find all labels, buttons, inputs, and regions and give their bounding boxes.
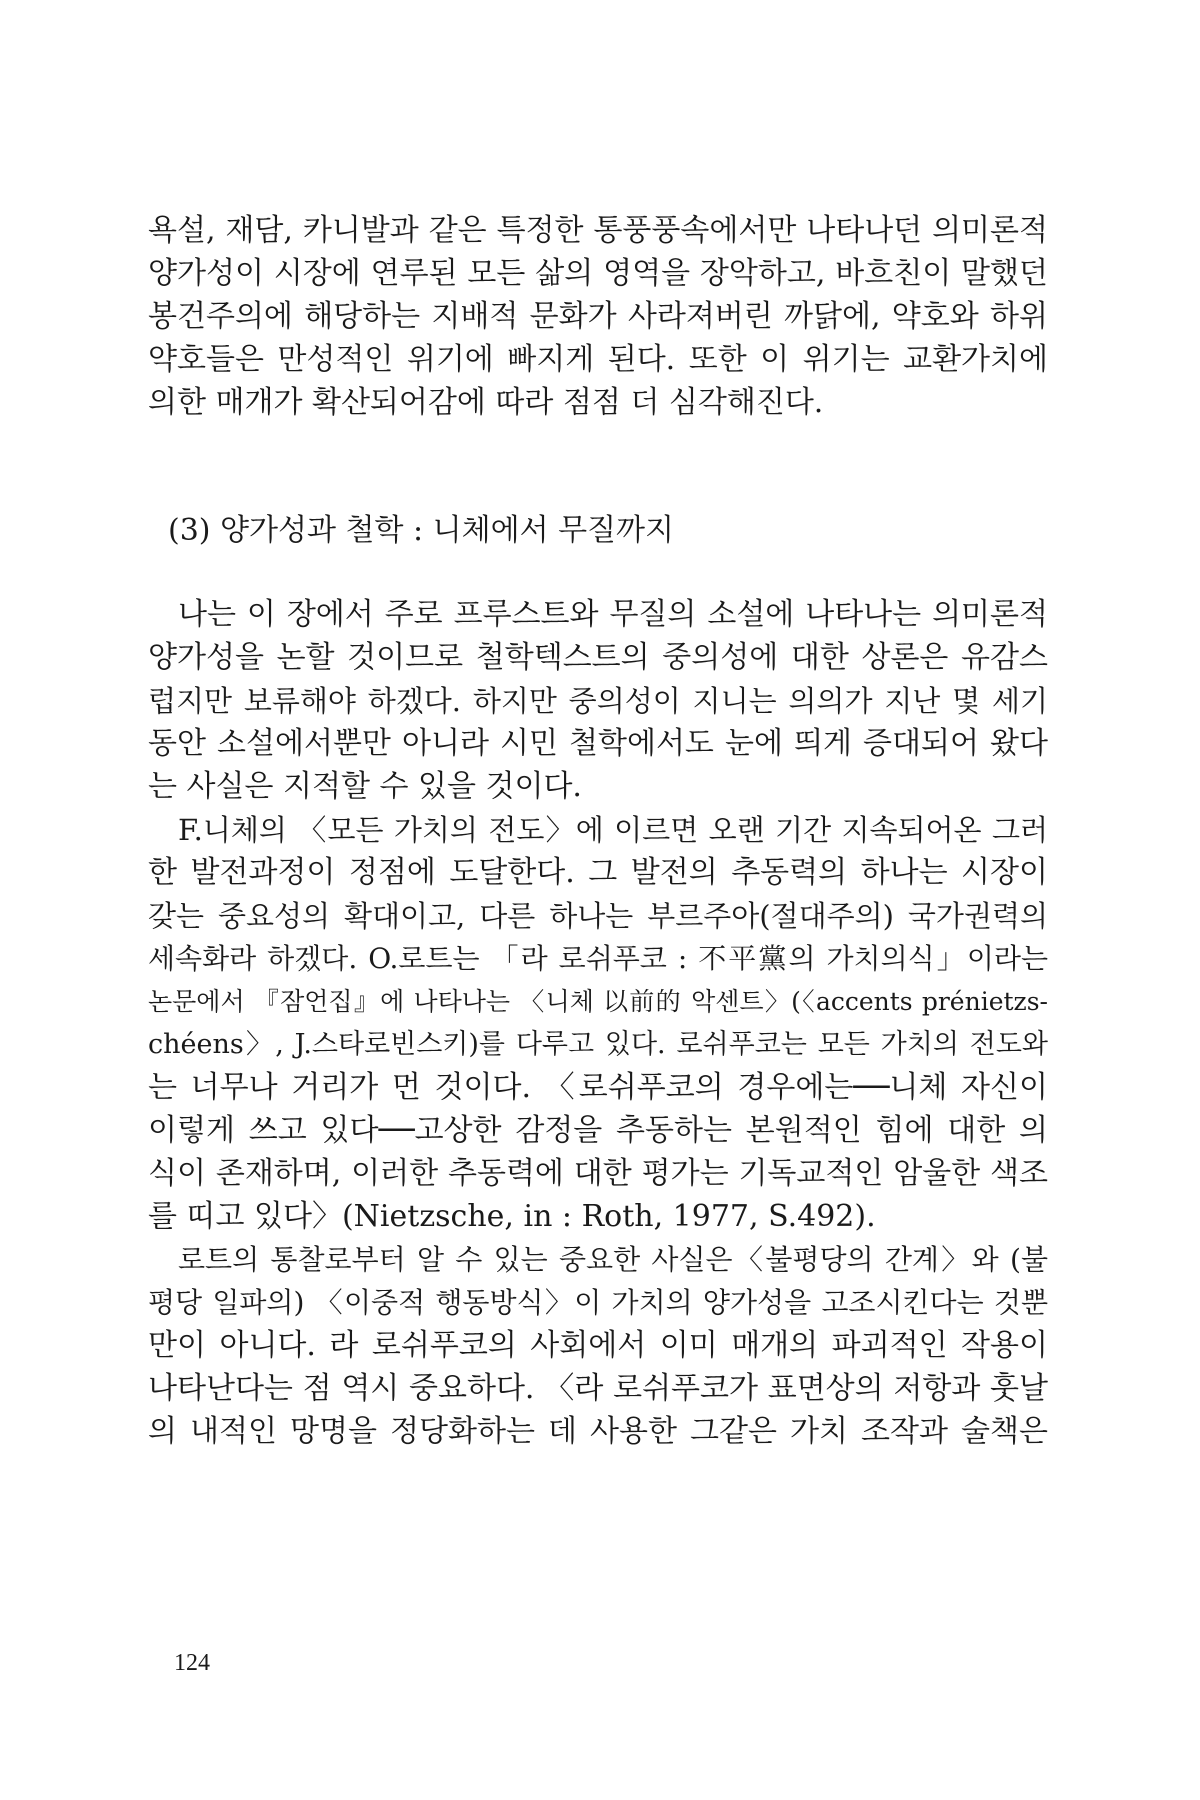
body-text-line: 의한 매개가 확산되어감에 따라 점점 더 심각해진다. [148,385,824,420]
body-text-line: 양가성이 시장에 연루된 모든 삶의 영역을 장악하고, 바흐친이 말했던 [148,256,1048,291]
body-text-line: 갖는 중요성의 확대이고, 다른 하나는 부르주아(절대주의) 국가권력의 [148,899,1048,933]
body-text-line: 로트의 통찰로부터 알 수 있는 중요한 사실은〈불평당의 간계〉와 (불 [178,1243,1048,1276]
body-text-line: 이렇게 쓰고 있다──고상한 감정을 추동하는 본원적인 힘에 대한 의 [148,1113,1048,1148]
body-text-line: 식이 존재하며, 이러한 추동력에 대한 평가는 기독교적인 암울한 색조 [148,1156,1048,1191]
body-text-line: chéens〉, J.스타로빈스키)를 다루고 있다. 로쉬푸코는 모든 가치의 전도와 [148,1029,1048,1060]
body-text-line: 양가성을 논할 것이므로 철학텍스트의 중의성에 대한 상론은 유감스 [148,640,1048,675]
body-text-line: 평당 일파의) 〈이중적 행동방식〉이 가치의 양가성을 고조시킨다는 것뿐 [148,1286,1048,1319]
section-heading: (3) 양가성과 철학 : 니체에서 무질까지 [168,513,675,548]
body-text-line: 논문에서 『잠언집』에 나타나는 〈니체 以前的 악센트〉(〈accents prénietzs- [148,987,1048,1016]
body-text-line: 의 내적인 망명을 정당화하는 데 사용한 그같은 가치 조작과 술책은 [148,1414,1048,1449]
body-text-line: 나타난다는 점 역시 중요하다. 〈라 로쉬푸코가 표면상의 저항과 훗날 [148,1371,1048,1406]
page-number: 124 [174,1650,210,1676]
body-text-line: 만이 아니다. 라 로쉬푸코의 사회에서 이미 매개의 파괴적인 작용이 [148,1328,1048,1363]
body-text-line: 를 띠고 있다〉(Nietzsche, in : Roth, 1977, S.492). [148,1199,876,1234]
body-text-line: 는 너무나 거리가 먼 것이다. 〈로쉬푸코의 경우에는──니체 자신이 [148,1070,1048,1105]
body-text-line: 봉건주의에 해당하는 지배적 문화가 사라져버린 까닭에, 약호와 하위 [148,299,1048,334]
body-text-line: 세속화라 하겠다. O.로트는 「라 로쉬푸코 : 不平黨의 가치의식」이라는 [148,942,1048,975]
body-text-line: 약호들은 만성적인 위기에 빠지게 된다. 또한 이 위기는 교환가치에 [148,342,1048,377]
body-text-line: 한 발전과정이 정점에 도달한다. 그 발전의 추동력의 하나는 시장이 [148,855,1048,890]
body-text-line: 나는 이 장에서 주로 프루스트와 무질의 소설에 나타나는 의미론적 [178,597,1048,632]
body-text-line: F.니체의 〈모든 가치의 전도〉에 이르면 오랜 기간 지속되어온 그러 [178,813,1048,847]
body-text-line: 동안 소설에서뿐만 아니라 시민 철학에서도 눈에 띄게 증대되어 왔다 [148,726,1048,761]
body-text-line: 럽지만 보류해야 하겠다. 하지만 중의성이 지니는 의의가 지난 몇 세기 [148,684,1048,718]
body-text-line: 는 사실은 지적할 수 있을 것이다. [148,769,582,804]
body-text-line: 욕설, 재담, 카니발과 같은 특정한 통풍풍속에서만 나타나던 의미론적 [148,213,1048,248]
